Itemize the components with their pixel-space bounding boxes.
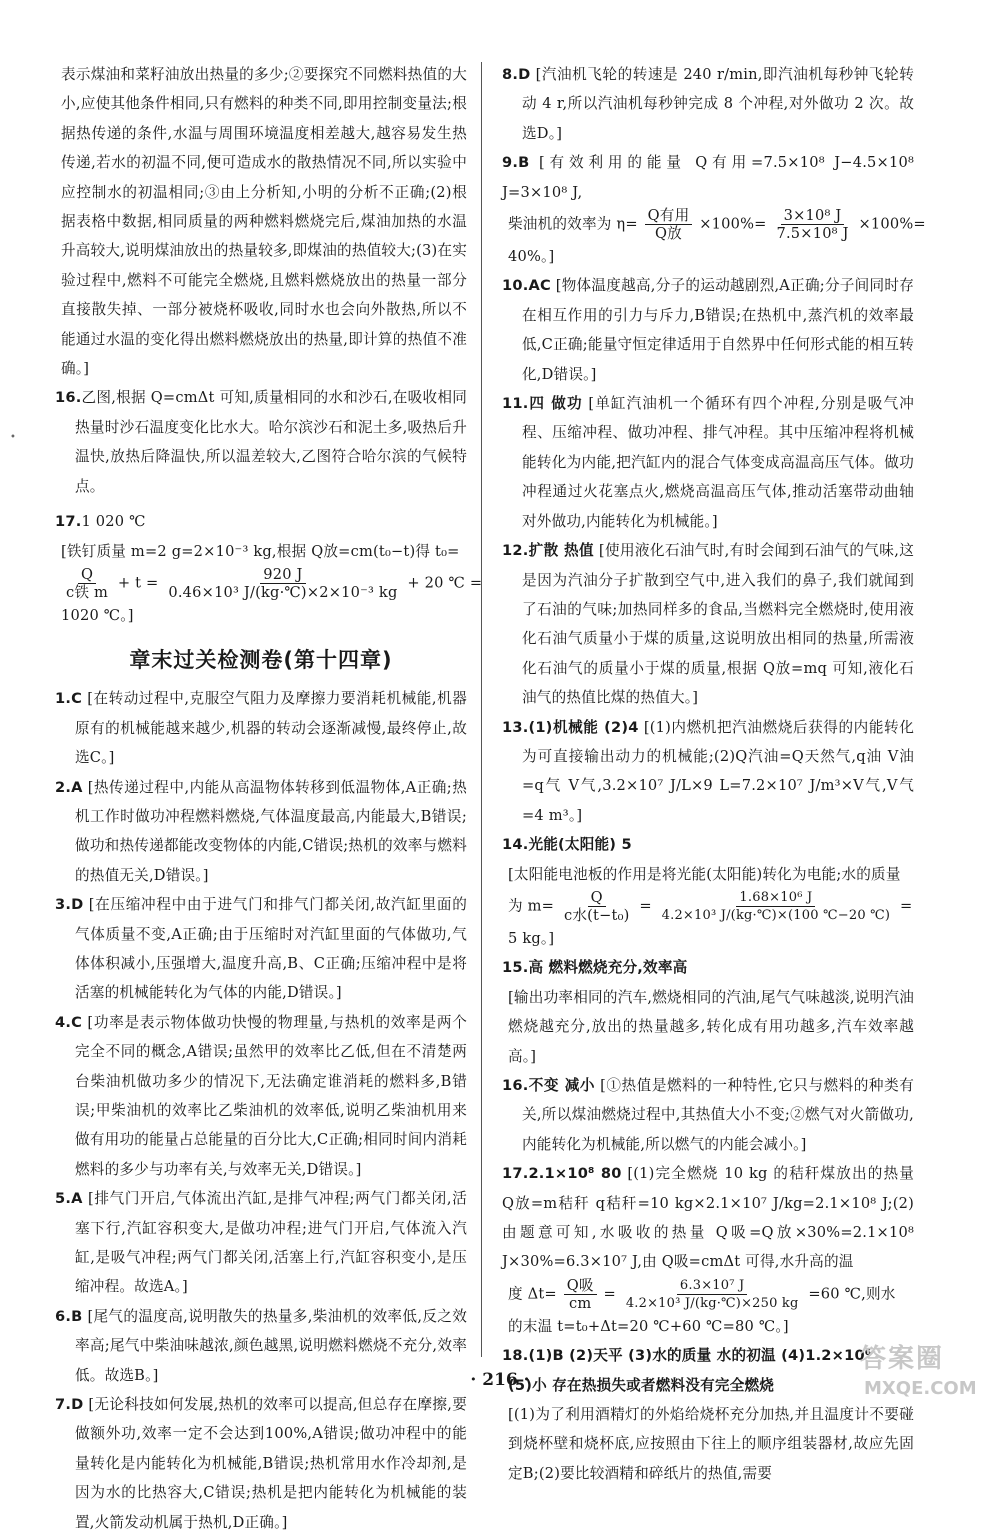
- q12-answer: 12.扩散 热值 [使用液化石油气时,有时会闻到石油气的气味,这是因为汽油分子扩散到空气中,进入我们的鼻子,我们就闻到了石油的气味;加热同样多的食品,当燃料完全燃烧时,使用液化石油气质量小于煤的质量,这说明放出相同的热量,所需液化石油气的质量小于煤的质量,根据 Q放=mq 可知,液化石油气的热值比煤的热值大。]: [502, 542, 914, 707]
- item-answer: B: [71, 1307, 83, 1325]
- chapter-test-answers: [55, 684, 467, 1537]
- list-item: [55, 684, 467, 772]
- q17-formula: $\frac{Q}{\text{c铁 m}}$ + t = $\frac{920 J}{\text{0.46×10³ J/(kg·℃)×2×10⁻³ kg}}$ + 20 ℃ =: [55, 566, 467, 601]
- item-answer: A: [71, 1190, 83, 1208]
- q16-answer-right: 16.不变 减小 [①热值是燃料的一种特性,它只与燃料的种类有关,所以煤油燃烧过程中,其热值大小不变;②燃气对火箭做功,内能转化为机械能,所以燃气的内能会减小。]: [502, 1077, 914, 1153]
- q9-answer: 9.B [有效利用的能量 Q有用=7.5×10⁸ J−4.5×10⁸ J=3×10⁸ J, 柴油机的效率为 η= $\frac{\text{Q有用}}{\text{Q放}}$ ×100%= $\frac{\text{3×10⁸ J}}{\text{7.5×10⁸ J}}$ ×100%= 40%。]: [502, 154, 926, 266]
- q17-fraction-2: $\frac{920 J}{\text{0.46×10³ J/(kg·℃)×2×10⁻³ kg}}$: [168, 565, 398, 601]
- item-explanation: [热传递过程中,内能从高温物体转移到低温物体,A正确;热机工作时做功冲程燃料燃烧,气体温度最高,内能最大,B错误;做功和热传递都能改变物体的内能,C错误;热机的效率与燃料的热值无关,D错误。]: [75, 778, 468, 884]
- item-number: 1.: [55, 690, 72, 708]
- site-watermark: [858, 1338, 988, 1404]
- column-divider: [481, 62, 482, 1357]
- item-number: 5.: [55, 1190, 72, 1208]
- item-explanation: [在转动过程中,克服空气阻力及摩擦力要消耗机械能,机器原有的机械能越来越少,机器的转动会逐渐减慢,最终停止,故选C。]: [75, 690, 468, 767]
- watermark-logo-text: 答案圈: [860, 1344, 945, 1374]
- q16-answer: [55, 383, 467, 501]
- item-number: 7.: [55, 1396, 72, 1414]
- item-answer: C: [71, 690, 83, 708]
- item-answer: A: [71, 778, 83, 796]
- item-number: 3.: [55, 896, 72, 914]
- q17-explanation-line1: [铁钉质量 m=2 g=2×10⁻³ kg,根据 Q放=cm(t₀−t)得 t₀=: [61, 542, 460, 560]
- section-title: 章末过关检测卷(第十四章): [129, 648, 393, 673]
- item-explanation: [排气门开启,气体流出汽缸,是排气冲程;两气门都关闭,活塞下行,汽缸容积变大,是做功冲程;进气门开启,气体流入汽缸,是吸气冲程;两气门都关闭,活塞上行,汽缸容积变小,是压缩冲程。故选A。]: [75, 1190, 467, 1296]
- q17-answer-right: 17.2.1×10⁸ 80 [(1)完全燃烧 10 kg 的秸秆煤放出的热量 Q放=m秸秆 q秸秆=10 kg×2.1×10⁷ J/kg=2.1×10⁸ J;(2)由题意可知,水吸收的热量 Q吸=Q放×30%=2.1×10⁸ J×30%=6.3×10⁷ J,由 Q吸=cmΔt 可得,水升高的温 度 Δt= $\frac{\text{Q吸}}{cm}$ = $\frac{\text{6.3×10⁷ J}}{\text{4.2×10³ J/(kg·℃)×250 kg}}$ =60 ℃,则水 的末温 t=t₀+Δt=20 ℃+60 ℃=80 ℃。]: [502, 1165, 915, 1335]
- q8-answer: 8.D [汽油机飞轮的转速是 240 r/min,即汽油机每秒钟飞轮转动 4 r,所以汽油机每秒钟完成 8 个冲程,对外做功 2 次。故选D。]: [502, 66, 914, 142]
- q15-answer: 15.高 燃料燃烧充分,效率高 [输出功率相同的汽车,燃烧相同的汽油,尾气气味越淡,说明汽油燃烧越充分,放出的热量越多,转化成有用功越多,汽车效率越高。]: [502, 959, 914, 1065]
- margin-dot: •: [10, 432, 16, 443]
- q16-text: 乙图,根据 Q=cmΔt 可知,质量相同的水和沙石,在吸收相同热量时沙石温度变化比水大。哈尔滨沙石和泥土多,吸热后升温快,放热后降温快,所以温差较大,乙图符合哈尔滨的气候特点。: [75, 389, 467, 495]
- item-number: 4.: [55, 1013, 72, 1031]
- list-item: [55, 773, 467, 891]
- q17-number: 17.: [55, 513, 82, 531]
- q17-result: 1020 ℃。]: [61, 606, 134, 624]
- item-explanation: [在压缩冲程中由于进气门和排气门都关闭,故汽缸里面的气体质量不变,A正确;由于压缩时对汽缸里面的气体做功,气体体积减小,压强增大,温度升高,B、C正确;压缩冲程中是将活塞的机械能转化为气体的内能,D错误。]: [75, 896, 467, 1002]
- q11-answer: 11.四 做功 [单缸汽油机一个循环有四个冲程,分别是吸气冲程、压缩冲程、做功冲程、排气冲程。其中压缩冲程将机械能转化为内能,把汽缸内的混合气体变成高温高压气体。做功冲程通过火花塞点火,燃烧高温高压气体,推动活塞带动曲轴对外做功,内能转化为机械能。]: [502, 395, 914, 530]
- item-answer: D: [71, 896, 84, 914]
- q17-right-formula: 度 Δt= $\frac{\text{Q吸}}{cm}$ = $\frac{\text{6.3×10⁷ J}}{\text{4.2×10³ J/(kg·℃)×250 kg}}$ =60 ℃,则水: [508, 1276, 896, 1312]
- q13-answer: 13.(1)机械能 (2)4 [(1)内燃机把汽油燃烧后获得的内能转化为可直接输出动力的机械能;(2)Q汽油=Q天然气,q油 V油=q气 V气,3.2×10⁷ J/L×9 L=7.2×10⁷ J/m³×V气,V气=4 m³。]: [502, 718, 914, 824]
- left-column: [55, 60, 483, 1537]
- item-explanation: [尾气的温度高,说明散失的热量多,柴油机的效率低,反之效率高;尾气中柴油味越浓,颜色越黑,说明燃料燃烧不充分,效率低。故选B。]: [75, 1307, 467, 1384]
- q17-fraction-1: $\frac{Q}{\text{c铁 m}}$: [66, 565, 109, 601]
- list-item: [55, 890, 467, 1008]
- list-item: [55, 1184, 467, 1302]
- q9-formula: 柴油机的效率为 η= $\frac{\text{Q有用}}{\text{Q放}}$ ×100%= $\frac{\text{3×10⁸ J}}{\text{7.5×10⁸ J}}$ ×100%=: [508, 207, 926, 243]
- q14-answer: 14.光能(太阳能) 5 [太阳能电池板的作用是将光能(太阳能)转化为电能;水的质量 为 m= $\frac{Q}{\text{c水(t−t₀)}}$ = $\frac{\text{1.68×10⁶ J}}{\text{4.2×10³ J/(kg·℃)×(100 ℃−20 ℃)}}$ = 5 kg。]: [502, 836, 913, 947]
- q18-answer: 18.(1)B (2)天平 (3)水的质量 水的初温 (4)1.2×10⁶ (5)小 存在热损失或者燃料没有完全燃烧 [(1)为了利用酒精灯的外焰给烧杯充分加热,并且温度计不要碰到烧杯壁和烧杯底,应按照由下往上的顺序组装器材,故应先固定B;(2)要比较酒精和碎纸片的热值,需要: [502, 1347, 914, 1482]
- q17-result-label: 1 020 ℃: [81, 513, 146, 531]
- watermark-url: MXQE.COM: [864, 1378, 977, 1399]
- q16-number: 16.: [55, 389, 82, 407]
- item-answer: D: [71, 1396, 84, 1414]
- q17-answer: [55, 507, 483, 630]
- q10-answer: 10.AC [物体温度越高,分子的运动越剧烈,A正确;分子间同时存在相互作用的引力与斥力,B错误;在热机中,蒸汽机的效率最低,C正确;能量守恒定律适用于自然界中任何形式能的相互转化,D错误。]: [502, 277, 914, 383]
- list-item: [55, 1008, 467, 1184]
- item-explanation: [功率是表示物体做功快慢的物理量,与热机的效率是两个完全不同的概念,A错误;虽然甲的效率比乙低,但在不清楚两台柴油机做功多少的情况下,无法确定谁消耗的燃料多,B错误;甲柴油机的效率比乙柴油机的效率低,说明乙柴油机用来做有用功的能量占总能量的百分比大,C正确;相同时间内消耗燃料的多少与功率有关,与效率无关,D错误。]: [75, 1013, 467, 1178]
- item-number: 6.: [55, 1307, 72, 1325]
- list-item: [55, 1390, 467, 1537]
- page-number: · 216 ·: [470, 1370, 530, 1390]
- item-number: 2.: [55, 778, 72, 796]
- q14-formula: 为 m= $\frac{Q}{\text{c水(t−t₀)}}$ = $\frac{\text{1.68×10⁶ J}}{\text{4.2×10³ J/(kg·℃)×(100 ℃−20 ℃)}}$ =: [508, 888, 913, 924]
- item-answer: C: [71, 1013, 83, 1031]
- q15-explanation-continued: 表示煤油和菜籽油放出热量的多少;②要探究不同燃料热值的大小,应使其他条件相同,只有燃料的种类不同,即用控制变量法;根据热传递的条件,水温与周围环境温度相差越大,越容易发生热传递,若水的初温不同,便可造成水的散热情况不同,所以实验中应控制水的初温相同;③由上分析知,小明的分析不正确;(2)根据表格中数据,相同质量的两种燃料燃烧完后,煤油加热的水温升高较大,说明煤油放出的热量较多,即煤油的热值较大;(3)在实验过程中,燃料不可能完全燃烧,且燃料燃烧放出的热量一部分直接散失掉、一部分被烧杯吸收,同时水也会向外散热,所以不能通过水温的变化得出燃料燃烧放出的热量,即计算的热值不准确。]: [61, 66, 467, 378]
- item-explanation: [无论科技如何发展,热机的效率可以提高,但总存在摩擦,要做额外功,效率一定不会达到100%,A错误;做功冲程中的能量转化是内能转化为机械能,B错误;热机常用水作冷却剂,是因为水的比热容大,C错误;热机是把内能转化为机械能的装置,火箭发动机属于热机,D正确。]: [75, 1396, 468, 1531]
